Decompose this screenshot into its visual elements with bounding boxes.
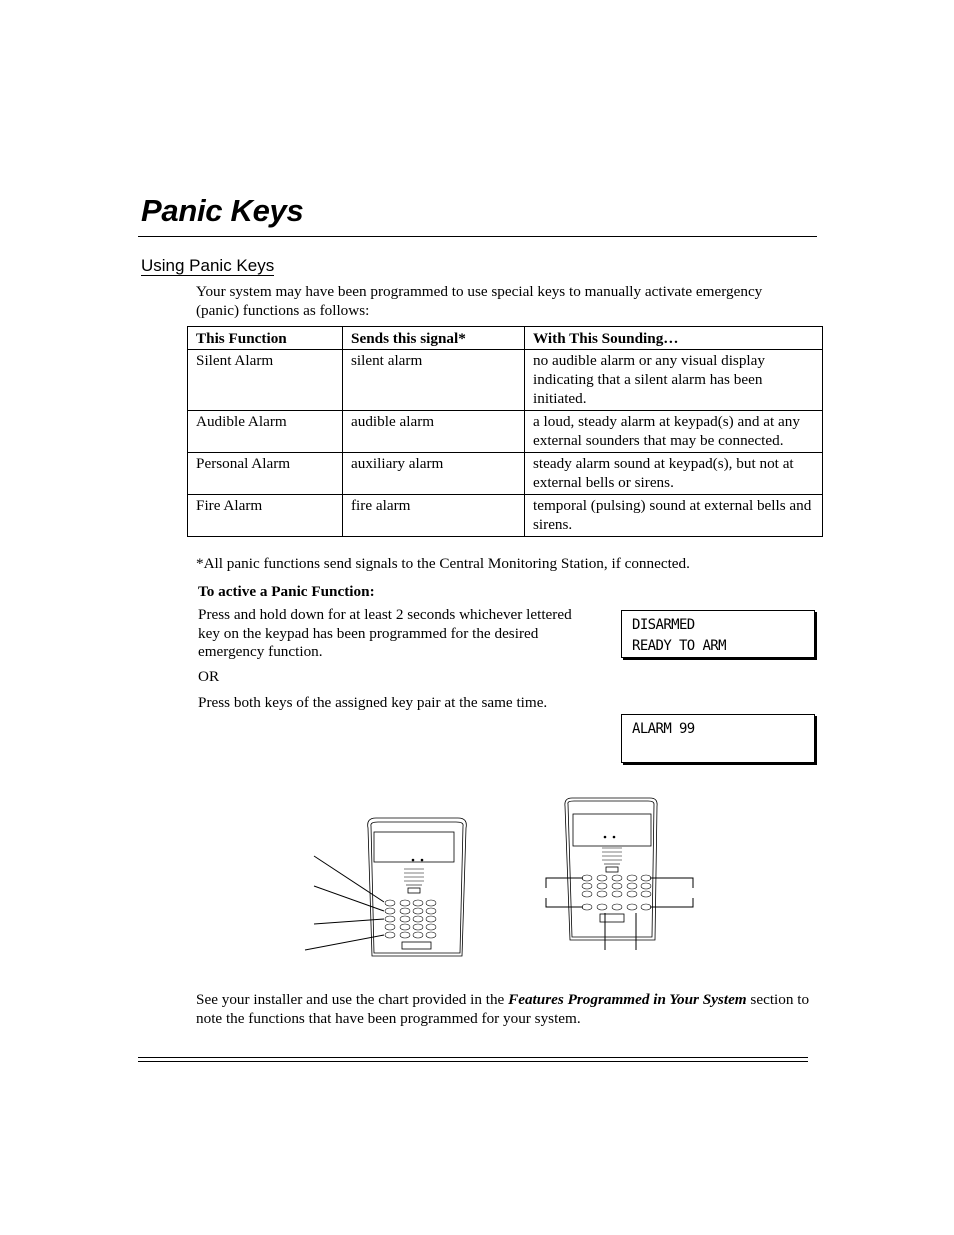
table-cell: Fire Alarm xyxy=(188,495,343,537)
table-cell: auxiliary alarm xyxy=(343,453,525,495)
table-header: Sends this signal* xyxy=(343,327,525,350)
procedure-step-hold-key: Press and hold down for at least 2 seconds whichever lettered key on the keypad has been programmed for the desired emergency function. xyxy=(198,606,572,660)
table-cell: steady alarm sound at keypad(s), but not at external bells or sirens. xyxy=(525,453,823,495)
table-row xyxy=(188,350,823,411)
display-line: ALARM 99 xyxy=(632,721,695,737)
table-header: This Function xyxy=(188,327,343,350)
procedure-or: OR xyxy=(198,668,220,685)
table-cell: Silent Alarm xyxy=(188,350,343,411)
title-rule xyxy=(138,236,817,237)
keypad-illustrations xyxy=(300,790,700,970)
table-cell: fire alarm xyxy=(343,495,525,537)
table-cell: temporal (pulsing) sound at external bells and sirens. xyxy=(525,495,823,537)
page-title: Panic Keys xyxy=(141,193,304,228)
section-heading-text: Using Panic Keys xyxy=(141,256,275,275)
display-line: READY TO ARM xyxy=(632,638,726,654)
intro-paragraph: Your system may have been programmed to use special keys to manually activate emergency (panic) functions as follows: xyxy=(196,283,763,319)
table-row xyxy=(188,453,823,495)
panic-functions-table xyxy=(187,326,823,537)
display-line: DISARMED xyxy=(632,617,695,633)
table-cell: a loud, steady alarm at keypad(s) and at any external sounders that may be connected. xyxy=(525,411,823,453)
closing-paragraph xyxy=(196,990,821,1028)
table-cell: silent alarm xyxy=(343,350,525,411)
section-heading xyxy=(141,256,274,276)
footer-rule xyxy=(138,1057,808,1062)
keypad-key-pairs-illustration xyxy=(546,798,693,950)
keypad-lettered-keys-illustration xyxy=(305,818,466,956)
closing-text: See your installer and use the chart provided in the xyxy=(196,991,509,1008)
procedure-heading: To active a Panic Function: xyxy=(198,583,375,600)
footnote: *All panic functions send signals to the Central Monitoring Station, if connected. xyxy=(196,555,690,572)
table-row xyxy=(188,411,823,453)
table-cell: audible alarm xyxy=(343,411,525,453)
keypad-display-alarm xyxy=(621,714,815,763)
table-cell: Audible Alarm xyxy=(188,411,343,453)
closing-text: section to note the functions that have been programmed for your system. xyxy=(196,991,810,1027)
table-header-row xyxy=(188,327,823,350)
table-header: With This Sounding… xyxy=(525,327,823,350)
features-section-reference: Features Programmed in Your System xyxy=(508,991,747,1008)
keypad-display-disarmed xyxy=(621,610,815,658)
table-cell: Personal Alarm xyxy=(188,453,343,495)
table-cell: no audible alarm or any visual display indicating that a silent alarm has been initiated. xyxy=(525,350,823,411)
table-row xyxy=(188,495,823,537)
procedure-step-key-pair: Press both keys of the assigned key pair at the same time. xyxy=(198,694,548,711)
